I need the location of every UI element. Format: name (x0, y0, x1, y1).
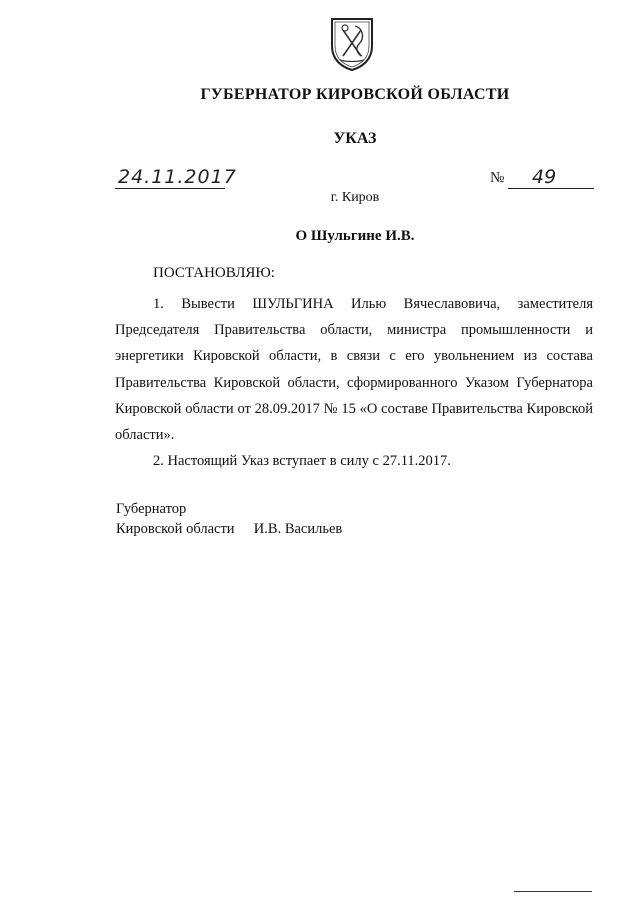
paragraph: 1. Вывести ШУЛЬГИНА Илью Вячеславовича, заместителя Председателя Правительства области, министра промышленности и энергетики Кировской области, в связи с его увольнением из состава Правительства Кировской области, сформированного Указом Губернатора Кировской области от 28.09.2017 № 15 «О составе Правительства Кировской области». (115, 296, 593, 444)
number-field (508, 166, 594, 189)
document-subject: О Шульгине И.В. (295, 228, 415, 244)
city: г. Киров (330, 190, 380, 205)
document-type: УКАЗ (333, 130, 377, 147)
decree-word: ПОСТАНОВЛЯЮ: (153, 265, 275, 281)
signature-block (116, 499, 342, 539)
date-field (115, 166, 237, 189)
signatory-name: И.В. Васильев (253, 521, 343, 537)
number-label: № (490, 170, 505, 186)
document-date: 24.11.2017 (118, 166, 237, 188)
paragraph: 2. Настоящий Указ вступает в силу с 27.11.2017. (153, 453, 451, 470)
footer-rule (514, 891, 592, 892)
signature-title-line1: Губернатор (116, 501, 187, 517)
coat-of-arms-icon (329, 16, 375, 72)
signature-title-line2: Кировской области (116, 521, 235, 537)
issuer-title: ГУБЕРНАТОР КИРОВСКОЙ ОБЛАСТИ (200, 86, 510, 103)
document-number: 49 (532, 166, 557, 188)
decree-body (115, 291, 593, 474)
